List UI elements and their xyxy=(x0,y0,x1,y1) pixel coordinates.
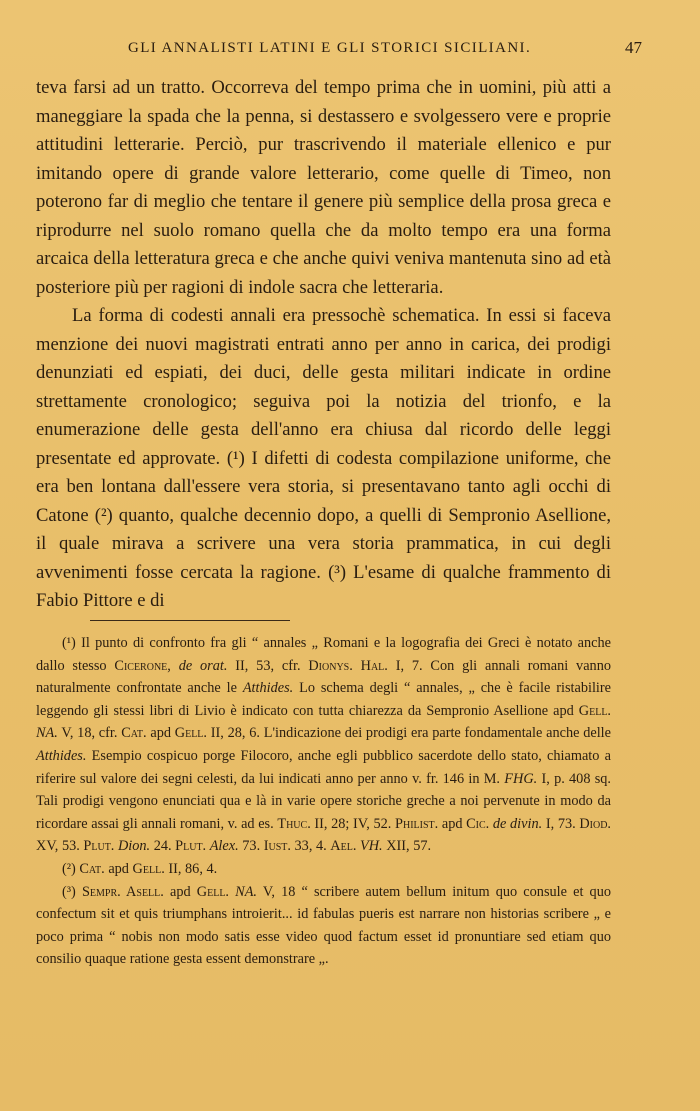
page-number: 47 xyxy=(625,38,642,57)
citation-work: Dion. xyxy=(117,838,151,855)
footnote-text: I, 73. xyxy=(545,815,576,832)
footnote-text: Lo schema degli “ annales, „ che è facile ristabilire leggendo gli stessi libri di Livio è indicato con tutta chiarezza da Sempronio Asellione apd xyxy=(36,680,611,719)
citation-author: Dionys. Hal. xyxy=(308,657,388,674)
citation-work: Atthides. xyxy=(36,747,87,764)
paragraph-2-part-b: I difetti di codesta compilazione uniforme, che era ben lontana dall'essere vera storia, si presentavano tanto agli occhi di Catone xyxy=(36,447,611,526)
footnote-text: II, 28, 6. L'indicazione dei prodigi era parte fondamentale anche delle xyxy=(210,725,611,742)
main-text xyxy=(36,74,611,616)
citation-author: Philist. xyxy=(395,815,439,832)
footnote-3 xyxy=(36,881,611,971)
footnote-text: apd xyxy=(108,860,129,877)
citation-work: de divin. xyxy=(492,815,543,832)
footnote-text: I, p. 408 sq. Tali prodigi vengono enunciati qua e là in varie opere storiche greche a noi pervenute in modo da ricordare assai gli annali romani, v. ad es. xyxy=(36,770,612,832)
citation-author: Cat. xyxy=(121,725,147,742)
footnote-text: V, 18, cfr. xyxy=(61,725,118,742)
footnote-text: apd xyxy=(169,883,191,900)
paragraph-2-part-d: L'esame di qualche frammento di Fabio Pittore e di xyxy=(36,561,612,611)
citation-work: NA. xyxy=(36,725,58,742)
paragraph-2-part-c: quanto, qualche decennio dopo, a quelli di Sempronio Asellione, il quale mirava a scrivere una vera storia prammatica, in cui degli avvenimenti fosse cercata la ragione. xyxy=(36,504,611,583)
footnote-text: V, 18 “ scribere autem bellum initum quo consule et quo confectum sit et quis triumphans introierit... id fabulas pueris est narrare non historias scribere „ e poco prima “ nobis non modo satis esse video quod factum esset id pronuntiare sed etiam quo consilio quaque ratione gesta essent demonstrare „. xyxy=(36,883,611,968)
footnote-text: II, 86, 4. xyxy=(168,860,218,877)
paragraph-2-part-a: La forma di codesti annali era pressochè schematica. In essi si faceva menzione dei nuovi magistrati entrati anno per anno in carica, dei prodigi denunziati ed espiati, dei duci, delle gesta militari indicate in ordine strettamente cronologico; seguiva poi la notizia del trionfo, e la enumerazione delle gesta dell'anno era chiusa dal ricordo delle leggi presentate ed approvate. xyxy=(36,305,611,469)
citation-author: Plut. xyxy=(175,838,207,855)
citation-author: Diod. xyxy=(579,815,612,832)
footnote-text: apd xyxy=(150,725,171,742)
footnote-text: I, 7. Con gli annali romani vanno naturalmente confrontate anche le xyxy=(36,657,611,697)
citation-work: FHG. xyxy=(504,770,538,787)
footnotes xyxy=(36,632,611,971)
citation-work: Alex. xyxy=(209,838,239,855)
running-title: GLI ANNALISTI LATINI E GLI STORICI SICILIANI. xyxy=(128,40,532,56)
footnote-text: 33, 4. xyxy=(294,838,327,855)
citation-author: Cic. xyxy=(466,815,490,832)
footnote-3-mark: (³) xyxy=(62,883,76,900)
citation-work: NA. xyxy=(235,883,257,900)
citation-author: Iust. xyxy=(263,838,291,855)
footnote-text: 73. xyxy=(242,838,261,855)
footnote-text: II, 53, cfr. xyxy=(235,657,301,674)
citation-author: Thuc. xyxy=(277,815,311,832)
running-header xyxy=(36,38,642,62)
citation-author: Plut. xyxy=(83,838,115,855)
citation-author: Cat. xyxy=(79,860,105,877)
citation-author: Gell. xyxy=(196,883,230,900)
citation-author: Sempr. Asell. xyxy=(81,883,164,900)
citation-work: de orat. xyxy=(178,657,228,674)
citation-work: VH. xyxy=(359,838,383,855)
footnote-text: II, 28; IV, 52. xyxy=(314,815,392,832)
footnote-text: apd xyxy=(441,815,463,832)
footnote-1-mark: (¹) xyxy=(62,635,76,651)
footnote-text: Esempio cospicuo porge Filocoro, anche egli pubblico sacerdote dello stato, chiamato a riferire sul valore dei segni celesti, da lui indicati anno per anno v. fr. 146 in M. xyxy=(36,747,611,787)
citation-work: Atthides. xyxy=(242,680,294,697)
footnote-text: XII, 57. xyxy=(386,838,432,855)
footnote-text: Il punto di confronto fra gli “ annales „ Romani e la logografia dei Greci è notato anche dallo stesso xyxy=(36,635,611,674)
citation-author: Cicerone, xyxy=(114,657,171,674)
footnote-ref-1[interactable]: (¹) xyxy=(226,447,245,469)
footnote-2 xyxy=(36,858,611,881)
citation-author: Gell. xyxy=(174,725,207,742)
footnote-text: 24. xyxy=(153,838,172,855)
citation-author: Gell. xyxy=(578,702,612,719)
footnote-ref-2[interactable]: (²) xyxy=(94,504,113,526)
footnote-divider xyxy=(90,620,290,621)
footnote-2-mark: (²) xyxy=(62,860,76,877)
paragraph-2 xyxy=(36,302,611,616)
footnote-ref-3[interactable]: (³) xyxy=(328,561,347,583)
footnote-text: XV, 53. xyxy=(36,838,80,855)
footnote-1 xyxy=(36,632,611,858)
citation-author: Gell. xyxy=(132,860,165,877)
citation-author: Ael. xyxy=(330,838,357,855)
paragraph-1: teva farsi ad un tratto. Occorreva del tempo prima che in uomini, più atti a maneggiare la spada che la penna, si destassero e svolgessero vere e proprie attitudini letterarie. Perciò, pur trascrivendo il materiale ellenico e pur imitando opere di grande valore letterario, come quelle di Timeo, non poterono far di meglio che tentare il genere più semplice della prosa greca e riprodurre nel suolo romano quella che da molto tempo era una forma arcaica della letteratura greca e che anche quivi veniva mantenuta sino ad età posteriore più per ragioni di indole sacra che letteraria. xyxy=(36,77,611,298)
